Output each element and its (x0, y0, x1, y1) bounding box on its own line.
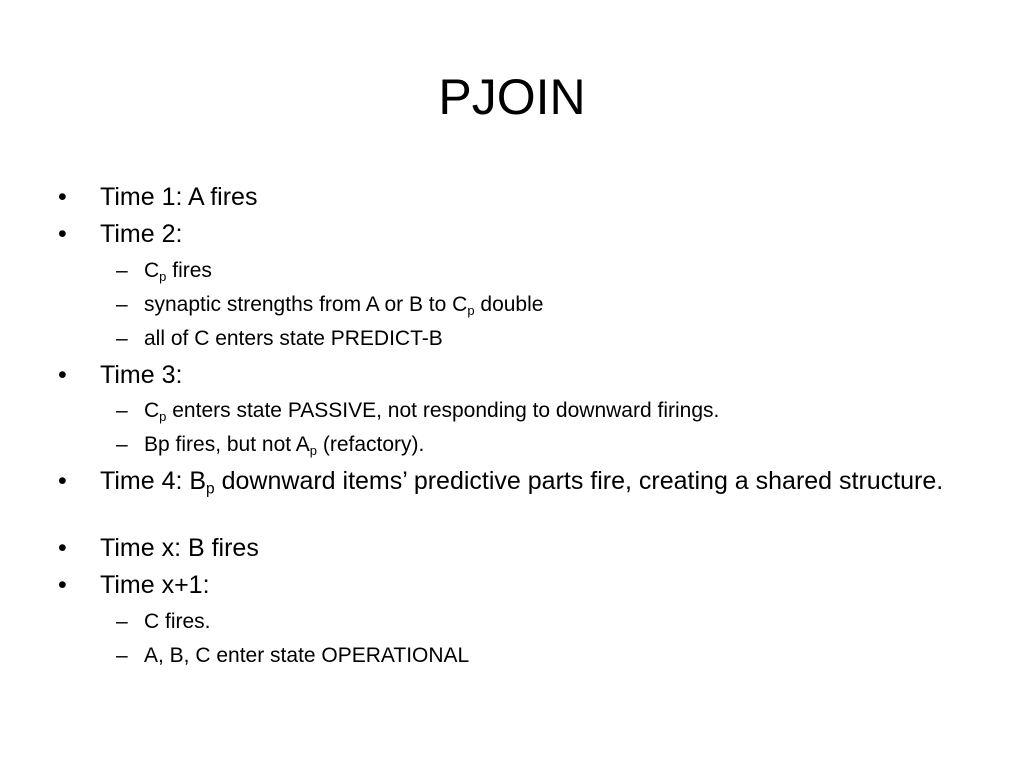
sub-bullet-marker: – (116, 610, 128, 633)
sub-bullet-marker: – (116, 293, 128, 316)
sub-bullet-text: Bp fires, but not $A_p$ (refactory). (144, 433, 425, 458)
sub-bullet-text: C fires. (144, 610, 211, 633)
sub-bullet-marker: – (116, 399, 128, 422)
sub-bullet-marker: – (116, 644, 128, 667)
sub-bullet-text: $C_p$ fires (144, 259, 212, 284)
bullet-marker: • (58, 361, 67, 389)
bullet-text: Time 3: (100, 361, 183, 389)
sub-bullet-text: $C_p$ enters state PASSIVE, not responding to downward firings. (144, 399, 720, 424)
sub-bullet-marker: – (116, 259, 128, 282)
bullet-text: Time x: B fires (100, 534, 259, 562)
sub-bullet-marker: – (116, 433, 128, 456)
sub-bullet-marker: – (116, 327, 128, 350)
bullet-text: Time 2: (100, 220, 183, 248)
slide-body (58, 0, 968, 768)
bullet-text: Time x+1: (100, 571, 210, 599)
bullet-marker: • (58, 467, 67, 495)
bullet-marker: • (58, 183, 67, 211)
sub-bullet-text: all of C enters state PREDICT-B (144, 327, 443, 350)
bullet-marker: • (58, 220, 67, 248)
sub-bullet-text: synaptic strengths from A or B to $C_p$ double (144, 293, 544, 318)
bullet-text: Time 4: $B_p$ downward items’ predictive parts fire, creating a shared structure. (100, 467, 944, 498)
slide-title: PJOIN (438, 69, 586, 125)
bullet-text: Time 1: A fires (100, 183, 258, 211)
bullet-marker: • (58, 571, 67, 599)
bullet-marker: • (58, 534, 67, 562)
sub-bullet-text: A, B, C enter state OPERATIONAL (144, 644, 470, 667)
